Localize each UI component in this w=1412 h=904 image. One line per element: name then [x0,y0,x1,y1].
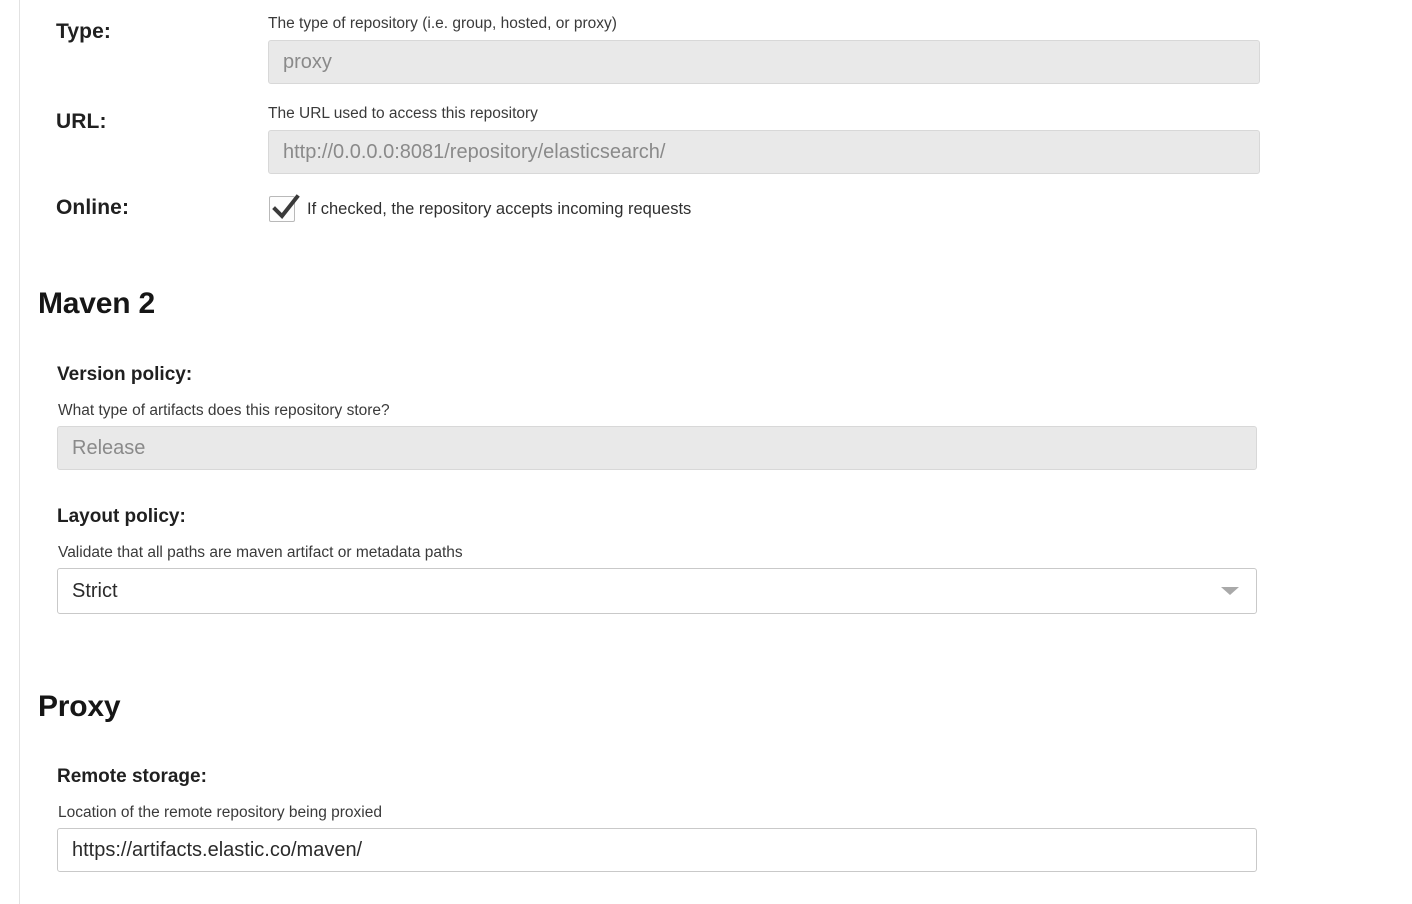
type-label: Type: [56,20,111,43]
url-field-body [268,104,1260,174]
check-icon [268,190,302,224]
layout-policy-help-text: Validate that all paths are maven artifact or metadata paths [58,544,463,561]
remote-storage-label: Remote storage: [57,766,207,787]
field-layout-policy [57,506,1257,614]
type-help-text: The type of repository (i.e. group, hosted, or proxy) [268,15,617,32]
layout-policy-select[interactable]: Strict [57,568,1257,614]
section-title-maven2: Maven 2 [38,287,155,320]
field-remote-storage [57,766,1257,872]
online-checkbox[interactable] [269,196,295,222]
panel-left-divider [19,0,20,904]
type-field-body [268,14,1260,84]
remote-storage-input[interactable]: https://artifacts.elastic.co/maven/ [57,828,1257,872]
type-input[interactable]: proxy [268,40,1260,84]
url-help-text: The URL used to access this repository [268,105,538,122]
chevron-down-icon[interactable] [1221,587,1239,595]
remote-storage-help-text: Location of the remote repository being proxied [58,804,382,821]
layout-policy-select-wrap[interactable] [57,568,1257,614]
online-checkbox-row[interactable] [269,196,1261,222]
layout-policy-label: Layout policy: [57,506,186,527]
url-input[interactable]: http://0.0.0.0:8081/repository/elasticsearch/ [268,130,1260,174]
version-policy-input[interactable]: Release [57,426,1257,470]
online-checkbox-text: If checked, the repository accepts incoming requests [307,199,692,218]
section-title-proxy: Proxy [38,690,121,723]
field-version-policy [57,364,1257,470]
url-label: URL: [56,110,107,133]
version-policy-help-text: What type of artifacts does this repository store? [58,402,390,419]
version-policy-label: Version policy: [57,364,193,385]
online-label: Online: [56,196,130,219]
online-field-body [269,196,1261,222]
